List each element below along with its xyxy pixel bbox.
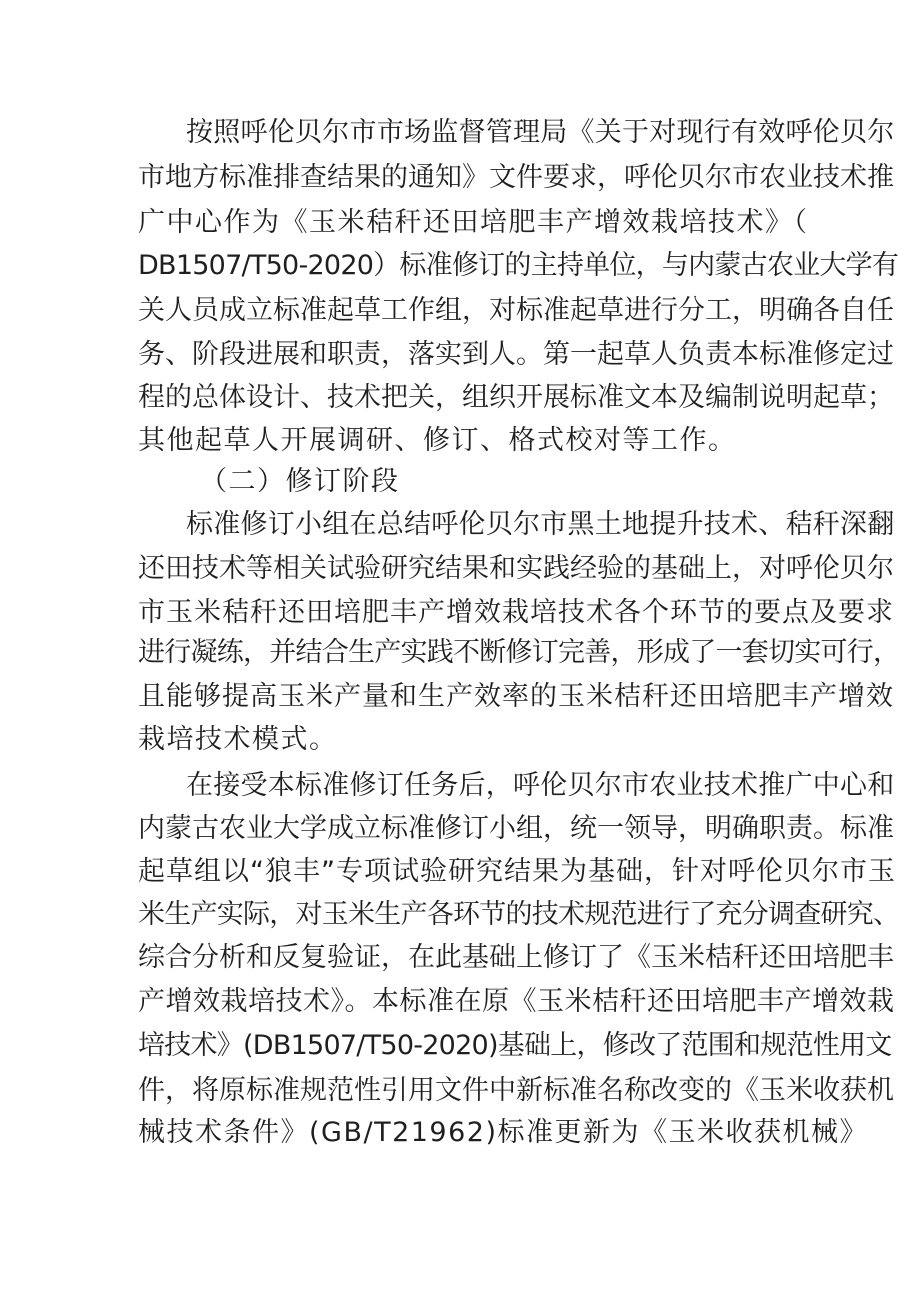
paragraph-line: 起草组以“狼丰”专项试验研究结果为基础，针对呼伦贝尔市玉 — [138, 856, 896, 887]
paragraph-line: 程的总体设计、技术把关，组织开展标准文本及编制说明起草； — [138, 382, 894, 413]
paragraph-line: 还田技术等相关试验研究结果和实践经验的基础上，对呼伦贝尔 — [138, 553, 894, 584]
paragraph-line: 件，将原标准规范性引用文件中新标准名称改变的《玉米收获机 — [138, 1075, 894, 1106]
paragraph-line: 标准修订小组在总结呼伦贝尔市黑土地提升技术、秸秆深翻 — [186, 509, 895, 540]
paragraph-line: 按照呼伦贝尔市市场监督管理局《关于对现行有效呼伦贝尔 — [186, 117, 895, 148]
paragraph-line: 市地方标准排查结果的通知》文件要求，呼伦贝尔市农业技术推 — [138, 162, 894, 193]
paragraph-line: 务、阶段进展和职责，落实到人。第一起草人负责本标准修定过 — [138, 339, 894, 370]
paragraph-line: 产增效栽培技术》。本标准在原《玉米桔秆还田培肥丰产增效栽 — [138, 986, 895, 1017]
paragraph-line: 其他起草人开展调研、修订、格式校对等工作。 — [138, 425, 737, 456]
paragraph-line: 在接受本标准修订任务后，呼伦贝尔市农业技术推广中心和 — [186, 770, 895, 801]
paragraph-line: 关人员成立标准起草工作组，对标准起草进行分工，明确各自任 — [138, 295, 894, 326]
paragraph-line: 广中心作为《玉米秸秆还田培肥丰产增效栽培技术》（ — [138, 207, 809, 238]
section-heading: （二）修订阶段 — [200, 466, 400, 497]
paragraph-line: 米生产实际，对玉米生产各环节的技术规范进行了充分调查研究、 — [138, 899, 900, 930]
paragraph-line: 栽培技术模式。 — [138, 724, 338, 755]
paragraph-line: 培技术》(DB1507/T50-2020)基础上，修改了范围和规范性用文 — [138, 1030, 892, 1061]
paragraph-line: 综合分析和反复验证，在此基础上修订了《玉米桔秆还田培肥丰 — [138, 942, 894, 973]
paragraph-line: 且能够提高玉米产量和生产效率的玉米桔秆还田培肥丰产增效 — [138, 681, 894, 712]
paragraph-line: 进行凝练，并结合生产实践不断修订完善，形成了一套切实可行， — [138, 637, 900, 668]
paragraph-line: 械技术条件》(GB/T21962)标准更新为《玉米收获机械》 — [138, 1117, 868, 1148]
paragraph-line: DB1507/T50-2020）标准修订的主持单位，与内蒙古农业大学有 — [138, 250, 899, 281]
paragraph-line: 内蒙古农业大学成立标准修订小组，统一领导，明确职责。标准 — [138, 813, 894, 844]
paragraph-line: 市玉米秸秆还田培肥丰产增效栽培技术各个环节的要点及要求 — [138, 597, 894, 628]
